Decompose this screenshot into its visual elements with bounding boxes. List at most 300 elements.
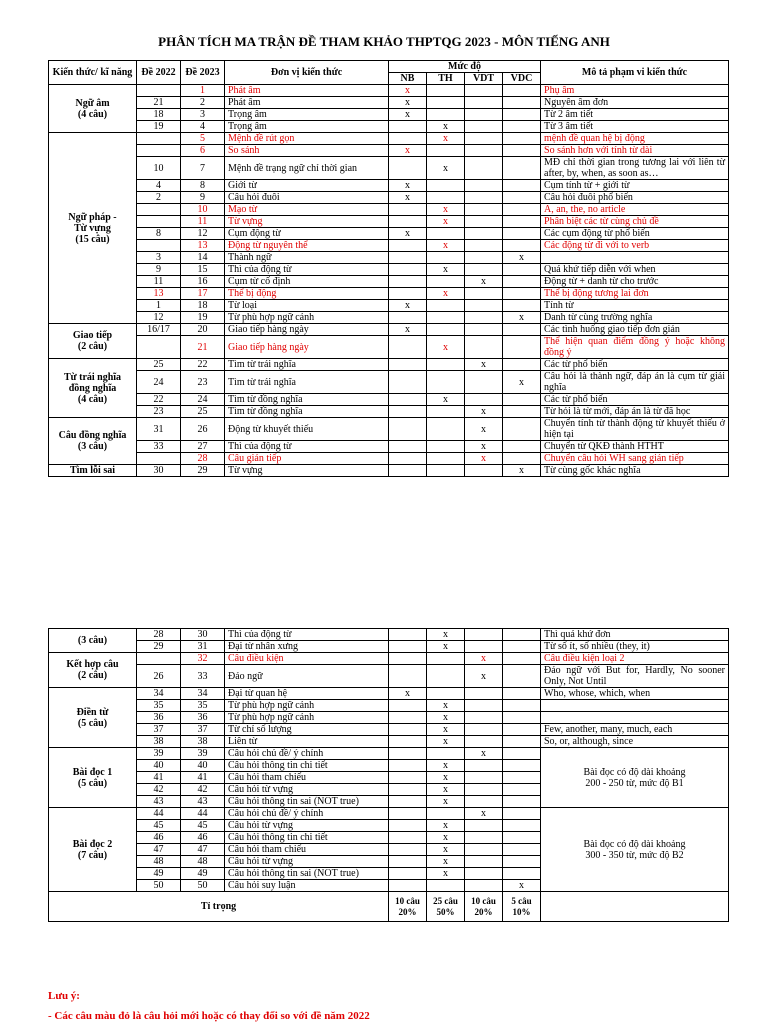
header-de-2022: Đề 2022	[137, 61, 181, 85]
cell-level-mark	[465, 312, 503, 324]
cell-level-mark	[465, 324, 503, 336]
cell-level-mark	[389, 288, 427, 300]
cell-level-mark	[389, 276, 427, 288]
cell-de-2022: 48	[137, 856, 181, 868]
cell-level-mark	[465, 641, 503, 653]
cell-de-2022: 2	[137, 192, 181, 204]
weight-label: Tỉ trọng	[49, 892, 389, 922]
cell-unit: Giao tiếp hàng ngày	[225, 324, 389, 336]
cell-unit: Liên từ	[225, 736, 389, 748]
cell-unit: Câu hỏi thông tin chi tiết	[225, 832, 389, 844]
cell-level-mark	[389, 157, 427, 180]
cell-level-mark	[465, 180, 503, 192]
cell-level-mark	[389, 736, 427, 748]
cell-level-mark: x	[427, 204, 465, 216]
cell-de-2023: 4	[181, 121, 225, 133]
cell-level-mark	[465, 157, 503, 180]
cell-level-mark	[465, 252, 503, 264]
cell-de-2022: 38	[137, 736, 181, 748]
cell-de-2022: 21	[137, 97, 181, 109]
table-row	[49, 724, 729, 736]
cell-level-mark: x	[427, 121, 465, 133]
cell-level-mark: x	[503, 312, 541, 324]
table-row	[49, 264, 729, 276]
cell-level-mark: x	[389, 180, 427, 192]
cell-unit: Trọng âm	[225, 109, 389, 121]
cell-de-2022: 33	[137, 441, 181, 453]
cell-de-2022	[137, 85, 181, 97]
cell-level-mark	[427, 324, 465, 336]
cell-de-2022: 9	[137, 264, 181, 276]
cell-level-mark: x	[465, 453, 503, 465]
cell-unit: Câu hỏi đuôi	[225, 192, 389, 204]
cell-description: Chuyển từ QKĐ thành HTHT	[541, 441, 729, 453]
cell-de-2022: 43	[137, 796, 181, 808]
cell-description: So, or, although, since	[541, 736, 729, 748]
cell-level-mark	[503, 109, 541, 121]
table-row	[49, 288, 729, 300]
skill-cell: Tìm lỗi sai	[49, 465, 137, 477]
cell-description: Từ hỏi là từ mới, đáp án là từ đã học	[541, 406, 729, 418]
cell-level-mark	[389, 336, 427, 359]
cell-level-mark	[465, 109, 503, 121]
cell-level-mark: x	[427, 641, 465, 653]
cell-unit: Câu hỏi thông tin sai (NOT true)	[225, 796, 389, 808]
cell-level-mark: x	[503, 880, 541, 892]
cell-unit: Phát âm	[225, 85, 389, 97]
table-row	[49, 359, 729, 371]
cell-level-mark: x	[427, 844, 465, 856]
cell-de-2023: 14	[181, 252, 225, 264]
cell-level-mark	[465, 736, 503, 748]
cell-level-mark	[465, 228, 503, 240]
cell-de-2023: 18	[181, 300, 225, 312]
cell-level-mark	[503, 760, 541, 772]
cell-level-mark	[427, 109, 465, 121]
cell-description	[541, 700, 729, 712]
cell-de-2023: 1	[181, 85, 225, 97]
cell-level-mark	[389, 772, 427, 784]
cell-level-mark: x	[389, 324, 427, 336]
cell-de-2022: 42	[137, 784, 181, 796]
cell-unit: Tìm từ đồng nghĩa	[225, 394, 389, 406]
skill-cell: Ngữ âm (4 câu)	[49, 85, 137, 133]
table-row	[49, 192, 729, 204]
cell-unit: Thì của động từ	[225, 264, 389, 276]
weight-cell: 10 câu 20%	[389, 892, 427, 922]
cell-level-mark	[389, 653, 427, 665]
cell-de-2022: 11	[137, 276, 181, 288]
cell-unit: Giới từ	[225, 180, 389, 192]
cell-de-2022: 35	[137, 700, 181, 712]
cell-unit: Câu hỏi từ vựng	[225, 856, 389, 868]
cell-description: Từ 2 âm tiết	[541, 109, 729, 121]
cell-de-2023: 38	[181, 736, 225, 748]
skill-cell: Ngữ pháp - Từ vựng (15 câu)	[49, 133, 137, 324]
cell-level-mark	[503, 641, 541, 653]
cell-de-2023: 15	[181, 264, 225, 276]
cell-level-mark	[389, 856, 427, 868]
cell-level-mark	[503, 97, 541, 109]
cell-level-mark	[503, 808, 541, 820]
cell-level-mark	[503, 784, 541, 796]
cell-level-mark	[427, 371, 465, 394]
weight-empty-cell	[541, 892, 729, 922]
cell-de-2023: 42	[181, 784, 225, 796]
cell-level-mark: x	[427, 868, 465, 880]
cell-de-2023: 22	[181, 359, 225, 371]
cell-de-2023: 30	[181, 629, 225, 641]
cell-level-mark	[427, 85, 465, 97]
cell-unit: Cụm động từ	[225, 228, 389, 240]
cell-description: Thì quá khứ đơn	[541, 629, 729, 641]
cell-de-2022: 1	[137, 300, 181, 312]
cell-unit: Giao tiếp hàng ngày	[225, 336, 389, 359]
cell-de-2023: 46	[181, 832, 225, 844]
cell-description: Từ cùng gốc khác nghĩa	[541, 465, 729, 477]
cell-de-2023: 17	[181, 288, 225, 300]
cell-unit: Thành ngữ	[225, 252, 389, 264]
cell-unit: Mệnh đề trạng ngữ chỉ thời gian	[225, 157, 389, 180]
skill-cell: Câu đồng nghĩa (3 câu)	[49, 418, 137, 465]
cell-level-mark	[389, 252, 427, 264]
cell-de-2022: 44	[137, 808, 181, 820]
cell-level-mark	[503, 653, 541, 665]
table-row	[49, 736, 729, 748]
cell-unit: Từ loại	[225, 300, 389, 312]
page-title: PHÂN TÍCH MA TRẬN ĐỀ THAM KHẢO THPTQG 2023 - MÔN TIẾNG ANH	[158, 34, 610, 49]
cell-level-mark: x	[427, 784, 465, 796]
cell-unit: Câu hỏi chủ đề/ ý chính	[225, 808, 389, 820]
table-row	[49, 252, 729, 264]
cell-description: Phụ âm	[541, 85, 729, 97]
cell-level-mark: x	[465, 665, 503, 688]
cell-description: Chuyển câu hỏi WH sang gián tiếp	[541, 453, 729, 465]
cell-description: Động từ + danh từ cho trước	[541, 276, 729, 288]
cell-de-2022: 25	[137, 359, 181, 371]
cell-level-mark	[503, 228, 541, 240]
cell-de-2023: 6	[181, 145, 225, 157]
cell-level-mark	[389, 808, 427, 820]
cell-level-mark	[427, 748, 465, 760]
cell-level-mark: x	[503, 252, 541, 264]
cell-level-mark	[465, 820, 503, 832]
cell-description: Câu điều kiện loại 2	[541, 653, 729, 665]
cell-description: Who, whose, which, when	[541, 688, 729, 700]
cell-level-mark	[503, 796, 541, 808]
cell-level-mark	[503, 688, 541, 700]
cell-description: Bài đọc có độ dài khoảng 200 - 250 từ, mức độ B1	[541, 748, 729, 808]
cell-de-2022	[137, 204, 181, 216]
cell-level-mark: x	[465, 653, 503, 665]
cell-level-mark	[389, 133, 427, 145]
cell-description: Few, another, many, much, each	[541, 724, 729, 736]
table-row	[49, 240, 729, 252]
table-row	[49, 300, 729, 312]
cell-unit: Tìm từ trái nghĩa	[225, 359, 389, 371]
cell-description: Các tình huống giao tiếp đơn giản	[541, 324, 729, 336]
cell-level-mark: x	[503, 465, 541, 477]
cell-de-2023: 35	[181, 700, 225, 712]
cell-level-mark: x	[427, 724, 465, 736]
cell-description: Danh từ cùng trường nghĩa	[541, 312, 729, 324]
cell-level-mark	[427, 359, 465, 371]
cell-de-2023: 16	[181, 276, 225, 288]
skill-cell: Từ trái nghĩa đồng nghĩa (4 câu)	[49, 359, 137, 418]
cell-unit: Đảo ngữ	[225, 665, 389, 688]
cell-level-mark	[465, 724, 503, 736]
header-description: Mô tả phạm vi kiến thức	[541, 61, 729, 85]
cell-level-mark	[389, 760, 427, 772]
cell-level-mark	[465, 300, 503, 312]
cell-de-2022: 41	[137, 772, 181, 784]
cell-level-mark	[389, 441, 427, 453]
cell-level-mark	[503, 700, 541, 712]
table-row	[49, 133, 729, 145]
cell-level-mark	[503, 665, 541, 688]
cell-level-mark	[389, 216, 427, 228]
table-row	[49, 157, 729, 180]
cell-de-2022: 8	[137, 228, 181, 240]
cell-level-mark: x	[465, 748, 503, 760]
cell-level-mark	[465, 760, 503, 772]
cell-de-2023: 2	[181, 97, 225, 109]
cell-level-mark: x	[427, 736, 465, 748]
cell-level-mark	[389, 418, 427, 441]
cell-description: Thể bị động tương lai đơn	[541, 288, 729, 300]
cell-de-2022: 36	[137, 712, 181, 724]
header-vdc: VDC	[503, 73, 541, 85]
cell-level-mark: x	[427, 240, 465, 252]
cell-description: Phân biệt các từ cùng chủ đề	[541, 216, 729, 228]
cell-level-mark	[503, 264, 541, 276]
cell-description: Cụm tính từ + giới từ	[541, 180, 729, 192]
cell-unit: Từ phù hợp ngữ cảnh	[225, 700, 389, 712]
cell-level-mark	[427, 252, 465, 264]
cell-unit: Câu hỏi thông tin sai (NOT true)	[225, 868, 389, 880]
cell-description: Đảo ngữ với But for, Hardly, No sooner Only, Not Until	[541, 665, 729, 688]
cell-level-mark	[503, 748, 541, 760]
note-text: - Các câu màu đỏ là câu hỏi mới hoặc có thay đổi so với đề năm 2022	[48, 1010, 370, 1022]
cell-de-2023: 45	[181, 820, 225, 832]
cell-level-mark	[427, 441, 465, 453]
cell-de-2023: 34	[181, 688, 225, 700]
table-row	[49, 324, 729, 336]
cell-description: Các cụm động từ phổ biến	[541, 228, 729, 240]
cell-level-mark	[503, 157, 541, 180]
cell-level-mark: x	[465, 359, 503, 371]
cell-description: Thể hiện quan điểm đồng ý hoặc không đồng ý	[541, 336, 729, 359]
cell-level-mark	[465, 712, 503, 724]
cell-de-2023: 8	[181, 180, 225, 192]
cell-unit: Đại từ nhân xưng	[225, 641, 389, 653]
cell-unit: Đại từ quan hệ	[225, 688, 389, 700]
cell-de-2023: 9	[181, 192, 225, 204]
cell-level-mark: x	[389, 192, 427, 204]
cell-de-2023: 50	[181, 880, 225, 892]
cell-unit: Từ vựng	[225, 216, 389, 228]
cell-de-2023: 40	[181, 760, 225, 772]
cell-level-mark	[503, 300, 541, 312]
weight-cell: 10 câu 20%	[465, 892, 503, 922]
cell-level-mark	[465, 844, 503, 856]
table-row	[49, 629, 729, 641]
cell-level-mark: x	[427, 712, 465, 724]
weight-row	[49, 892, 729, 922]
cell-de-2023: 13	[181, 240, 225, 252]
cell-de-2023: 37	[181, 724, 225, 736]
cell-level-mark	[503, 276, 541, 288]
cell-level-mark	[465, 371, 503, 394]
cell-level-mark	[389, 796, 427, 808]
cell-de-2022: 37	[137, 724, 181, 736]
table-row	[49, 641, 729, 653]
cell-level-mark	[427, 300, 465, 312]
table-row	[49, 216, 729, 228]
cell-level-mark: x	[427, 832, 465, 844]
cell-unit: Phát âm	[225, 97, 389, 109]
cell-de-2022	[137, 653, 181, 665]
cell-description: Câu hỏi là thành ngữ, đáp án là cụm từ giải nghĩa	[541, 371, 729, 394]
skill-cell: (3 câu)	[49, 629, 137, 653]
table-row	[49, 228, 729, 240]
cell-level-mark	[465, 700, 503, 712]
cell-level-mark	[503, 288, 541, 300]
cell-description: Nguyên âm đơn	[541, 97, 729, 109]
cell-unit: Động từ nguyên thể	[225, 240, 389, 252]
cell-level-mark	[389, 712, 427, 724]
cell-de-2023: 31	[181, 641, 225, 653]
cell-description: So sánh hơn với tính từ dài	[541, 145, 729, 157]
cell-de-2023: 5	[181, 133, 225, 145]
cell-level-mark: x	[389, 145, 427, 157]
cell-level-mark	[389, 371, 427, 394]
cell-unit: Mạo từ	[225, 204, 389, 216]
cell-de-2022: 26	[137, 665, 181, 688]
cell-level-mark: x	[389, 97, 427, 109]
cell-de-2023: 24	[181, 394, 225, 406]
cell-level-mark	[503, 359, 541, 371]
cell-unit: So sánh	[225, 145, 389, 157]
table-row	[49, 145, 729, 157]
table-row	[49, 808, 729, 820]
cell-de-2022: 40	[137, 760, 181, 772]
cell-de-2023: 36	[181, 712, 225, 724]
header-unit: Đơn vị kiến thức	[225, 61, 389, 85]
cell-unit: Câu hỏi tham chiếu	[225, 844, 389, 856]
cell-level-mark: x	[427, 216, 465, 228]
cell-level-mark	[503, 180, 541, 192]
cell-level-mark	[503, 712, 541, 724]
cell-de-2022	[137, 216, 181, 228]
cell-de-2022: 18	[137, 109, 181, 121]
table-row	[49, 688, 729, 700]
table-row	[49, 121, 729, 133]
cell-level-mark	[503, 820, 541, 832]
cell-de-2022: 28	[137, 629, 181, 641]
cell-level-mark: x	[503, 371, 541, 394]
cell-description: Bài đọc có độ dài khoảng 300 - 350 từ, mức độ B2	[541, 808, 729, 892]
cell-de-2023: 49	[181, 868, 225, 880]
table-row	[49, 180, 729, 192]
cell-de-2022: 39	[137, 748, 181, 760]
table-row	[49, 748, 729, 760]
cell-level-mark	[389, 264, 427, 276]
cell-description: Các từ phổ biến	[541, 394, 729, 406]
cell-unit: Thì của động từ	[225, 441, 389, 453]
cell-level-mark: x	[427, 157, 465, 180]
cell-level-mark	[465, 204, 503, 216]
cell-level-mark	[503, 844, 541, 856]
cell-de-2022: 34	[137, 688, 181, 700]
cell-level-mark	[427, 192, 465, 204]
cell-level-mark	[503, 336, 541, 359]
cell-level-mark	[389, 868, 427, 880]
cell-level-mark	[503, 133, 541, 145]
cell-level-mark	[427, 465, 465, 477]
cell-de-2022	[137, 240, 181, 252]
cell-level-mark	[503, 441, 541, 453]
cell-de-2023: 32	[181, 653, 225, 665]
cell-level-mark	[389, 880, 427, 892]
cell-unit: Mệnh đề rút gọn	[225, 133, 389, 145]
cell-level-mark	[427, 312, 465, 324]
cell-de-2023: 10	[181, 204, 225, 216]
cell-level-mark	[389, 453, 427, 465]
weight-cell: 5 câu 10%	[503, 892, 541, 922]
cell-de-2022: 50	[137, 880, 181, 892]
skill-cell: Bài đọc 2 (7 câu)	[49, 808, 137, 892]
cell-de-2023: 12	[181, 228, 225, 240]
table-row	[49, 665, 729, 688]
cell-unit: Tìm từ đồng nghĩa	[225, 406, 389, 418]
cell-level-mark: x	[389, 228, 427, 240]
cell-de-2023: 47	[181, 844, 225, 856]
skill-cell: Bài đọc 1 (5 câu)	[49, 748, 137, 808]
cell-unit: Câu hỏi thông tin chi tiết	[225, 760, 389, 772]
cell-level-mark	[389, 844, 427, 856]
cell-level-mark	[389, 121, 427, 133]
cell-de-2023: 25	[181, 406, 225, 418]
cell-level-mark: x	[427, 133, 465, 145]
cell-de-2023: 39	[181, 748, 225, 760]
cell-description	[541, 252, 729, 264]
cell-level-mark	[465, 772, 503, 784]
cell-level-mark	[503, 868, 541, 880]
cell-level-mark	[503, 240, 541, 252]
cell-level-mark	[427, 418, 465, 441]
cell-level-mark: x	[427, 336, 465, 359]
cell-level-mark	[503, 324, 541, 336]
cell-level-mark	[503, 192, 541, 204]
cell-level-mark: x	[465, 808, 503, 820]
cell-level-mark	[503, 216, 541, 228]
cell-de-2022	[137, 336, 181, 359]
cell-unit: Câu hỏi từ vựng	[225, 784, 389, 796]
cell-level-mark	[465, 264, 503, 276]
cell-level-mark	[465, 856, 503, 868]
skill-cell: Điền từ (5 câu)	[49, 688, 137, 748]
cell-level-mark	[503, 629, 541, 641]
cell-de-2023: 41	[181, 772, 225, 784]
table-row	[49, 441, 729, 453]
cell-unit: Từ phù hợp ngữ cảnh	[225, 312, 389, 324]
header-skill: Kiến thức/ kĩ năng	[49, 61, 137, 85]
cell-level-mark	[503, 394, 541, 406]
cell-level-mark: x	[427, 772, 465, 784]
table-row	[49, 312, 729, 324]
cell-level-mark	[503, 406, 541, 418]
